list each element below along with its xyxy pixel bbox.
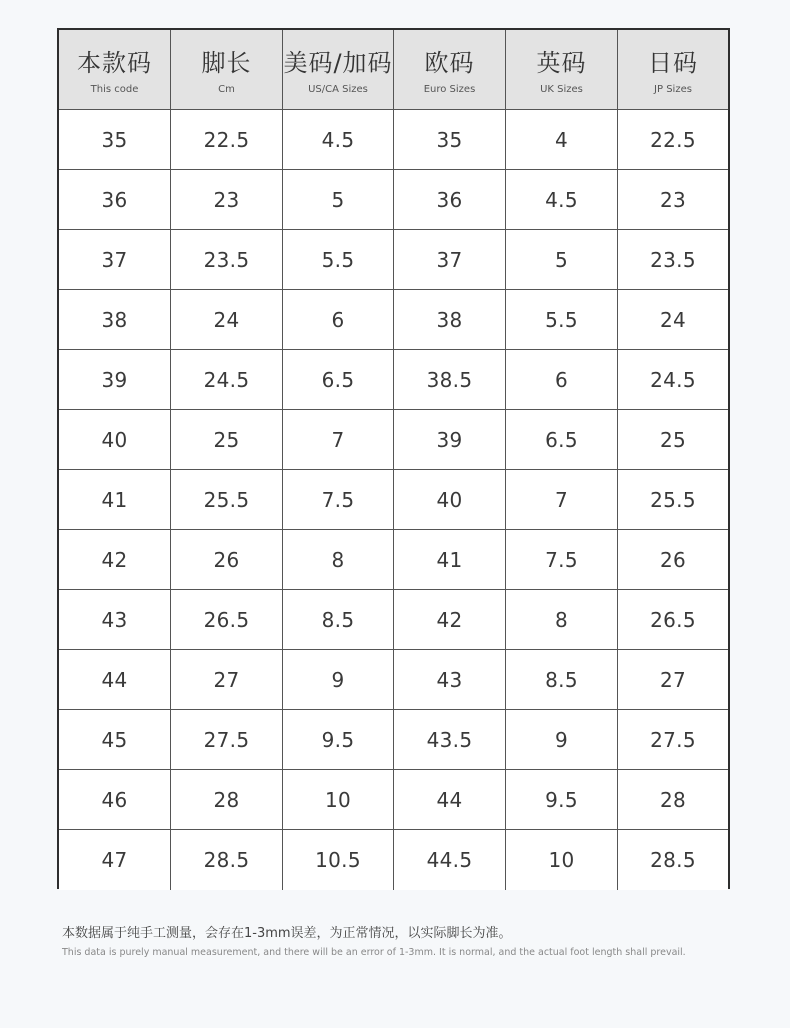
- header-label-en: Euro Sizes: [423, 83, 476, 95]
- cell-value: 5.5: [545, 307, 578, 332]
- cell-value: 4.5: [545, 187, 578, 212]
- cell-value: 7: [331, 427, 345, 452]
- cell-value: 6: [554, 367, 569, 392]
- cell-value: 37: [436, 247, 463, 272]
- cell-value: 10.5: [315, 848, 361, 872]
- cell-value: 43: [101, 607, 128, 632]
- header-label-en: US/CA Sizes: [308, 83, 368, 95]
- table-cell: [618, 590, 728, 650]
- cell-value: 41: [101, 487, 128, 512]
- table-cell: [59, 110, 171, 170]
- table-cell: [59, 290, 171, 350]
- cell-value: 27: [659, 667, 687, 692]
- measurement-note: [62, 925, 762, 960]
- table-cell: [394, 590, 506, 650]
- table-cell: [394, 770, 506, 830]
- cell-value: 5.5: [321, 247, 355, 272]
- table-cell: [59, 230, 171, 290]
- table-cell: [59, 470, 171, 530]
- table-cell: [171, 290, 283, 350]
- table-cell: [506, 290, 618, 350]
- table-cell: [59, 590, 171, 650]
- table-cell: [394, 650, 506, 710]
- cell-value: 7.5: [321, 487, 355, 512]
- table-cell: [618, 530, 728, 590]
- table-cell: [283, 530, 394, 590]
- cell-value: 42: [436, 607, 463, 632]
- cell-value: 35: [101, 127, 128, 152]
- table-cell: [506, 530, 618, 590]
- table-cell: [59, 650, 171, 710]
- header-label-en: JP Sizes: [654, 83, 692, 95]
- table-cell: [506, 590, 618, 650]
- table-cell: [394, 290, 506, 350]
- table-cell: [618, 230, 728, 290]
- table-cell: [171, 410, 283, 470]
- cell-value: 6.5: [545, 427, 578, 452]
- cell-value: 4.5: [321, 127, 355, 152]
- header-label-en: UK Sizes: [540, 83, 583, 95]
- table-cell: [618, 710, 728, 770]
- table-cell: [394, 530, 506, 590]
- cell-value: 25: [213, 427, 240, 452]
- table-cell: [506, 770, 618, 830]
- header-label-cn: 脚长: [201, 48, 252, 77]
- table-cell: [283, 590, 394, 650]
- header-cell: [394, 30, 506, 110]
- cell-value: 8: [554, 607, 569, 632]
- table-cell: [506, 170, 618, 230]
- cell-value: 5: [554, 247, 569, 272]
- cell-value: 25.5: [203, 487, 250, 512]
- cell-value: 6: [331, 307, 345, 332]
- table-cell: [171, 110, 283, 170]
- table-cell: [171, 770, 283, 830]
- cell-value: 10: [548, 848, 575, 872]
- table-cell: [283, 650, 394, 710]
- table-cell: [618, 470, 728, 530]
- table-cell: [394, 410, 506, 470]
- cell-value: 45: [101, 727, 128, 752]
- table-cell: [283, 110, 394, 170]
- cell-value: 26.5: [650, 607, 696, 632]
- header-cell: [283, 30, 394, 110]
- cell-value: 44: [101, 667, 128, 692]
- table-cell: [59, 350, 171, 410]
- table-cell: [171, 650, 283, 710]
- cell-value: 47: [101, 848, 128, 872]
- table-cell: [394, 350, 506, 410]
- cell-value: 44.5: [426, 848, 473, 872]
- note-english: This data is purely manual measurement, and there will be an error of 1-3mm. It is normal, and the actual foot length shall prevail.: [62, 947, 686, 958]
- table-cell: [618, 650, 728, 710]
- table-cell: [506, 350, 618, 410]
- table-cell: [283, 710, 394, 770]
- cell-value: 28: [659, 787, 687, 812]
- cell-value: 26.5: [203, 607, 250, 632]
- table-cell: [506, 470, 618, 530]
- table-cell: [59, 710, 171, 770]
- cell-value: 25: [659, 427, 687, 452]
- cell-value: 36: [101, 187, 128, 212]
- table-cell: [283, 170, 394, 230]
- table-cell: [171, 230, 283, 290]
- table-cell: [59, 770, 171, 830]
- cell-value: 4: [554, 127, 569, 152]
- table-cell: [59, 410, 171, 470]
- header-cell: [171, 30, 283, 110]
- cell-value: 40: [436, 487, 463, 512]
- cell-value: 39: [101, 367, 128, 392]
- header-label-cn: 日码: [648, 48, 698, 77]
- cell-value: 27: [213, 667, 240, 692]
- cell-value: 24: [659, 307, 687, 332]
- cell-value: 42: [101, 547, 128, 572]
- cell-value: 35: [436, 127, 463, 152]
- header-cell: [59, 30, 171, 110]
- cell-value: 38: [101, 307, 128, 332]
- table-cell: [506, 650, 618, 710]
- table-cell: [283, 230, 394, 290]
- cell-value: 23: [213, 187, 240, 212]
- cell-value: 9: [554, 727, 569, 752]
- cell-value: 10: [324, 787, 352, 812]
- table-cell: [171, 710, 283, 770]
- header-label-cn: 美码/加码: [283, 48, 393, 77]
- cell-value: 22.5: [203, 127, 250, 152]
- cell-value: 6.5: [321, 367, 355, 392]
- table-cell: [394, 110, 506, 170]
- table-cell: [506, 830, 618, 890]
- header-label-en: This code: [90, 83, 139, 95]
- header-cell: [506, 30, 618, 110]
- table-cell: [618, 830, 728, 890]
- table-cell: [394, 710, 506, 770]
- table-cell: [394, 230, 506, 290]
- table-cell: [171, 170, 283, 230]
- table-cell: [394, 830, 506, 890]
- cell-value: 37: [101, 247, 128, 272]
- table-cell: [59, 170, 171, 230]
- cell-value: 23.5: [650, 247, 696, 272]
- table-cell: [618, 110, 728, 170]
- cell-value: 28.5: [650, 848, 696, 872]
- cell-value: 27.5: [203, 727, 250, 752]
- cell-value: 36: [436, 187, 463, 212]
- table-cell: [394, 170, 506, 230]
- cell-value: 40: [101, 427, 128, 452]
- table-cell: [283, 830, 394, 890]
- cell-value: 26: [213, 547, 240, 572]
- table-cell: [283, 290, 394, 350]
- cell-value: 7: [554, 487, 569, 512]
- header-label-cn: 本款码: [77, 48, 152, 77]
- cell-value: 28: [213, 787, 240, 812]
- cell-value: 26: [659, 547, 687, 572]
- cell-value: 27.5: [650, 727, 696, 752]
- table-cell: [171, 830, 283, 890]
- table-cell: [171, 470, 283, 530]
- table-cell: [394, 470, 506, 530]
- table-cell: [171, 590, 283, 650]
- cell-value: 22.5: [650, 127, 696, 152]
- table-cell: [59, 830, 171, 890]
- table-cell: [618, 350, 728, 410]
- table-cell: [283, 470, 394, 530]
- cell-value: 44: [436, 787, 463, 812]
- cell-value: 43: [436, 667, 463, 692]
- table-cell: [59, 530, 171, 590]
- cell-value: 9.5: [545, 787, 578, 812]
- cell-value: 24: [213, 307, 240, 332]
- cell-value: 23.5: [203, 247, 250, 272]
- cell-value: 5: [331, 187, 345, 212]
- cell-value: 24.5: [203, 367, 250, 392]
- header-label-cn: 欧码: [424, 48, 475, 77]
- table-cell: [283, 410, 394, 470]
- table-cell: [171, 350, 283, 410]
- header-label-cn: 英码: [536, 48, 587, 77]
- cell-value: 46: [101, 787, 128, 812]
- cell-value: 23: [659, 187, 687, 212]
- cell-value: 39: [436, 427, 463, 452]
- table-cell: [171, 530, 283, 590]
- cell-value: 7.5: [545, 547, 578, 572]
- cell-value: 24.5: [650, 367, 696, 392]
- note-chinese: 本数据属于纯手工测量，会存在1-3mm误差，为正常情况，以实际脚长为准。: [62, 926, 512, 941]
- table-cell: [618, 770, 728, 830]
- cell-value: 8: [331, 547, 345, 572]
- cell-value: 9: [331, 667, 345, 692]
- cell-value: 28.5: [203, 848, 250, 872]
- header-cell: [618, 30, 728, 110]
- cell-value: 8.5: [321, 607, 355, 632]
- table-cell: [283, 770, 394, 830]
- size-chart-table: [57, 28, 730, 889]
- table-cell: [618, 170, 728, 230]
- header-label-en: Cm: [218, 83, 235, 95]
- table-cell: [506, 410, 618, 470]
- cell-value: 8.5: [545, 667, 578, 692]
- cell-value: 43.5: [426, 727, 473, 752]
- cell-value: 41: [436, 547, 463, 572]
- table-cell: [506, 710, 618, 770]
- cell-value: 38: [436, 307, 463, 332]
- table-cell: [283, 350, 394, 410]
- cell-value: 38.5: [426, 367, 473, 392]
- table-cell: [506, 230, 618, 290]
- table-cell: [618, 290, 728, 350]
- cell-value: 25.5: [650, 487, 696, 512]
- table-cell: [618, 410, 728, 470]
- cell-value: 9.5: [321, 727, 355, 752]
- table-cell: [506, 110, 618, 170]
